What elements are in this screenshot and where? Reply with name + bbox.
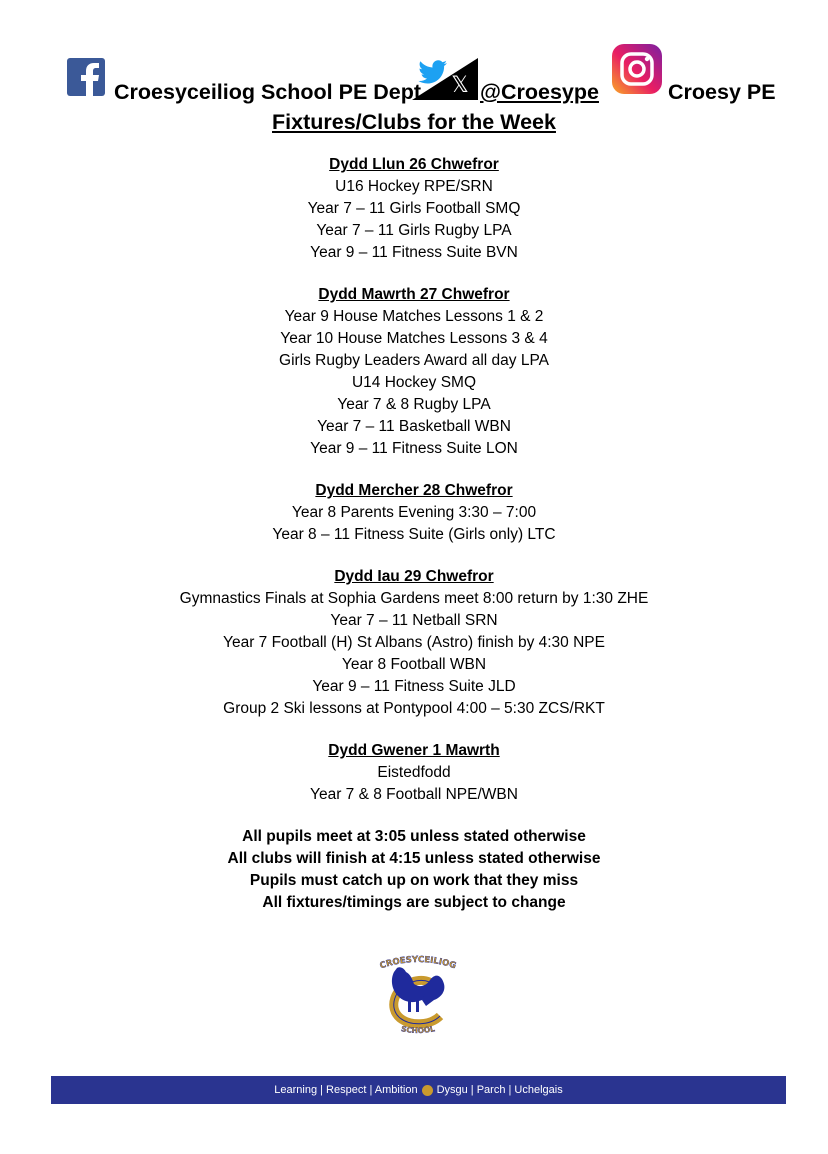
list-item: Eistedfodd (377, 764, 451, 781)
list-item: Gymnastics Finals at Sophia Gardens meet 8:00 return by 1:30 ZHE (179, 590, 649, 607)
school-crest-logo (364, 950, 472, 1042)
note-line: All clubs will finish at 4:15 unless stated otherwise (227, 850, 601, 867)
list-item: Year 9 – 11 Fitness Suite BVN (310, 244, 518, 261)
day-tuesday (0, 284, 828, 460)
twitter-handle[interactable]: @Croesype (480, 80, 599, 104)
notes (0, 826, 828, 914)
day-title: Dydd Gwener 1 Mawrth (328, 742, 500, 759)
list-item: Year 10 House Matches Lessons 3 & 4 (280, 330, 548, 347)
day-title: Dydd Iau 29 Chwefror (334, 568, 494, 585)
svg-text:𝕏: 𝕏 (451, 73, 469, 98)
day-thursday (0, 566, 828, 720)
note-line: All pupils meet at 3:05 unless stated otherwise (242, 828, 586, 845)
list-item: Year 8 – 11 Fitness Suite (Girls only) LTC (272, 526, 556, 543)
list-item: Year 8 Football WBN (341, 656, 487, 673)
svg-text:SCHOOL: SCHOOL (400, 1024, 436, 1036)
list-item: Year 8 Parents Evening 3:30 – 7:00 (291, 504, 537, 521)
dept-title: Croesyceiliog School PE Dept (114, 80, 422, 104)
note-line: Pupils must catch up on work that they miss (249, 872, 579, 889)
facebook-icon (67, 58, 105, 96)
list-item: Year 7 – 11 Girls Football SMQ (307, 200, 521, 217)
list-item: Year 7 & 8 Football NPE/WBN (310, 786, 518, 803)
list-item: U16 Hockey RPE/SRN (335, 178, 493, 195)
x-icon (412, 58, 478, 100)
day-friday (0, 740, 828, 806)
footer-motto-welsh: Dysgu | Parch | Uchelgais (436, 1084, 563, 1096)
list-item: Year 9 – 11 Fitness Suite JLD (312, 678, 516, 695)
list-item: Year 9 House Matches Lessons 1 & 2 (284, 308, 544, 325)
day-title: Dydd Mercher 28 Chwefror (315, 482, 513, 499)
list-item: Year 7 Football (H) St Albans (Astro) finish by 4:30 NPE (223, 634, 605, 651)
list-item: Girls Rugby Leaders Award all day LPA (279, 352, 549, 369)
day-wednesday (0, 480, 828, 546)
footer-banner (51, 1076, 786, 1104)
list-item: Year 7 – 11 Girls Rugby LPA (316, 222, 512, 239)
list-item: Group 2 Ski lessons at Pontypool 4:00 – 5:30 ZCS/RKT (223, 700, 605, 717)
note-line: All fixtures/timings are subject to change (262, 894, 566, 911)
svg-text:CROESYCEILIOG: CROESYCEILIOG (378, 954, 458, 972)
page-subtitle: Fixtures/Clubs for the Week (272, 110, 556, 134)
day-title: Dydd Mawrth 27 Chwefror (318, 286, 510, 303)
list-item: Year 7 – 11 Basketball WBN (317, 418, 511, 435)
instagram-icon (612, 44, 662, 94)
gold-dot-icon (422, 1085, 433, 1096)
instagram-handle[interactable]: Croesy PE (668, 80, 776, 104)
list-item: Year 9 – 11 Fitness Suite LON (310, 440, 518, 457)
list-item: U14 Hockey SMQ (351, 374, 477, 391)
footer-motto-english: Learning | Respect | Ambition (274, 1084, 418, 1096)
day-monday (0, 154, 828, 264)
list-item: Year 7 & 8 Rugby LPA (337, 396, 491, 413)
fixtures-list (0, 154, 828, 914)
day-title: Dydd Llun 26 Chwefror (329, 156, 499, 173)
list-item: Year 7 – 11 Netball SRN (330, 612, 498, 629)
